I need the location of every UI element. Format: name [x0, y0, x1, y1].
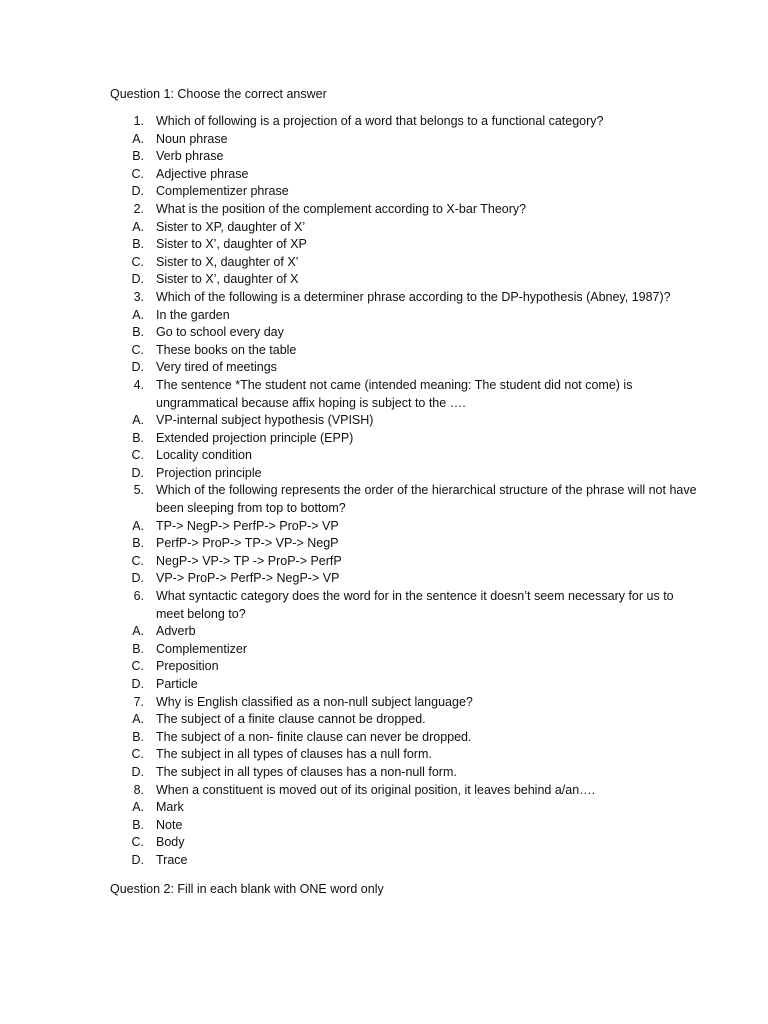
question-item [0, 694, 768, 712]
option-text: Mark [156, 800, 184, 815]
answer-option [0, 658, 768, 676]
question-item [0, 588, 768, 623]
question-text: What syntactic category does the word for in the sentence it doesn’t seem necessary for us to meet belong to? [156, 589, 674, 621]
option-text: VP-> ProP-> PerfP-> NegP-> VP [156, 571, 340, 586]
answer-option [0, 834, 768, 852]
option-text: Complementizer phrase [156, 184, 289, 199]
question-number: 5. [133, 483, 144, 498]
option-text: VP-internal subject hypothesis (VPISH) [156, 413, 374, 428]
answer-option [0, 342, 768, 360]
answer-option [0, 324, 768, 342]
question-number: 7. [133, 694, 144, 709]
option-text: Particle [156, 677, 198, 691]
option-text: The subject in all types of clauses has a null form. [156, 747, 432, 762]
answer-option [0, 131, 768, 149]
option-text: Note [156, 817, 183, 832]
answer-option [0, 430, 768, 448]
option-letter: C. [131, 254, 144, 269]
option-letter: D. [131, 360, 144, 375]
option-text: Preposition [156, 659, 219, 674]
option-text: NegP-> VP-> TP -> ProP-> PerfP [156, 553, 342, 568]
option-letter: D. [131, 272, 144, 287]
option-letter: C. [131, 166, 144, 181]
question-item [0, 782, 768, 800]
option-letter: B. [132, 149, 144, 164]
option-text: Adjective phrase [156, 166, 249, 181]
option-text: Verb phrase [156, 149, 224, 164]
answer-option [0, 307, 768, 325]
option-letter: A. [132, 518, 144, 533]
option-letter: D. [131, 465, 144, 480]
answer-option [0, 764, 768, 782]
option-letter: A. [132, 624, 144, 639]
answer-option [0, 219, 768, 237]
option-letter: C. [131, 659, 144, 674]
answer-option [0, 641, 768, 659]
answer-option [0, 148, 768, 166]
answer-option [0, 271, 768, 289]
question-1-heading: Question 1: Choose the correct answer [110, 87, 327, 101]
option-text: Extended projection principle (EPP) [156, 430, 354, 445]
answer-option [0, 711, 768, 729]
question-number: 6. [133, 589, 144, 604]
question-item [0, 113, 768, 131]
question-1-list [0, 113, 768, 870]
option-text: Sister to X’, daughter of XP [156, 237, 307, 252]
answer-option [0, 729, 768, 747]
option-text: Body [156, 835, 185, 850]
option-text: Sister to X, daughter of X’ [156, 254, 299, 269]
option-letter: D. [131, 764, 144, 779]
answer-option [0, 254, 768, 272]
option-letter: A. [132, 712, 144, 727]
option-letter: D. [131, 677, 144, 691]
question-text: Why is English classified as a non-null subject language? [156, 694, 473, 709]
question-item [0, 482, 768, 517]
answer-option [0, 183, 768, 201]
option-text: Very tired of meetings [156, 360, 277, 375]
question-text: Which of following is a projection of a word that belongs to a functional category? [156, 114, 604, 128]
answer-option [0, 465, 768, 483]
question-text: When a constituent is moved out of its original position, it leaves behind a/an…. [156, 782, 596, 797]
answer-option [0, 799, 768, 817]
answer-option [0, 623, 768, 641]
answer-option [0, 535, 768, 553]
question-number: 3. [133, 289, 144, 304]
question-text: Which of the following is a determiner phrase according to the DP-hypothesis (Abney, 1987)? [156, 289, 671, 304]
option-letter: C. [131, 747, 144, 762]
option-letter: A. [132, 219, 144, 234]
answer-option [0, 359, 768, 377]
option-letter: B. [132, 430, 144, 445]
question-text: The sentence *The student not came (intended meaning: The student did not come) is ungrammatical because affix hoping is subject to the …. [156, 377, 633, 410]
option-text: PerfP-> ProP-> TP-> VP-> NegP [156, 536, 339, 551]
answer-option [0, 518, 768, 536]
option-letter: C. [131, 448, 144, 463]
option-text: Projection principle [156, 465, 262, 480]
option-letter: B. [132, 237, 144, 252]
option-letter: D. [131, 184, 144, 199]
option-text: TP-> NegP-> PerfP-> ProP-> VP [156, 518, 339, 533]
option-text: The subject of a finite clause cannot be dropped. [156, 712, 426, 727]
option-letter: C. [131, 342, 144, 357]
question-item [0, 201, 768, 219]
option-letter: B. [132, 729, 144, 744]
option-text: In the garden [156, 307, 230, 322]
option-text: Complementizer [156, 641, 248, 656]
option-letter: D. [131, 571, 144, 586]
option-letter: B. [132, 641, 144, 656]
option-text: The subject of a non- finite clause can never be dropped. [156, 729, 472, 744]
option-text: Sister to X’, daughter of X [156, 272, 299, 287]
option-text: Noun phrase [156, 131, 228, 146]
option-text: Locality condition [156, 448, 252, 463]
option-text: Trace [156, 852, 188, 867]
answer-option [0, 412, 768, 430]
option-letter: B. [132, 325, 144, 340]
option-letter: B. [132, 536, 144, 551]
option-letter: A. [132, 131, 144, 146]
option-letter: A. [132, 307, 144, 322]
answer-option [0, 553, 768, 571]
answer-option [0, 166, 768, 184]
question-number: 2. [133, 201, 144, 216]
question-number: 4. [133, 377, 144, 392]
question-number: 1. [133, 114, 144, 128]
question-text: Which of the following represents the order of the hierarchical structure of the phrase will not have been sleeping from top to bottom? [156, 483, 697, 516]
option-letter: C. [131, 553, 144, 568]
answer-option [0, 817, 768, 835]
answer-option [0, 676, 768, 694]
option-letter: A. [132, 413, 144, 428]
option-letter: A. [132, 800, 144, 815]
answer-option [0, 746, 768, 764]
option-text: Go to school every day [156, 325, 284, 340]
answer-option [0, 852, 768, 870]
question-number: 8. [133, 782, 144, 797]
answer-option [0, 236, 768, 254]
option-letter: C. [131, 835, 144, 850]
option-text: Sister to XP, daughter of X’ [156, 219, 306, 234]
option-text: Adverb [156, 624, 196, 639]
question-2-heading: Question 2: Fill in each blank with ONE word only [110, 882, 384, 896]
option-text: These books on the table [156, 342, 297, 357]
question-item [0, 289, 768, 307]
question-item [0, 377, 768, 412]
option-text: The subject in all types of clauses has a non-null form. [156, 764, 457, 779]
answer-option [0, 570, 768, 588]
option-letter: B. [132, 817, 144, 832]
question-text: What is the position of the complement according to X-bar Theory? [156, 201, 527, 216]
option-letter: D. [131, 852, 144, 867]
answer-option [0, 447, 768, 465]
